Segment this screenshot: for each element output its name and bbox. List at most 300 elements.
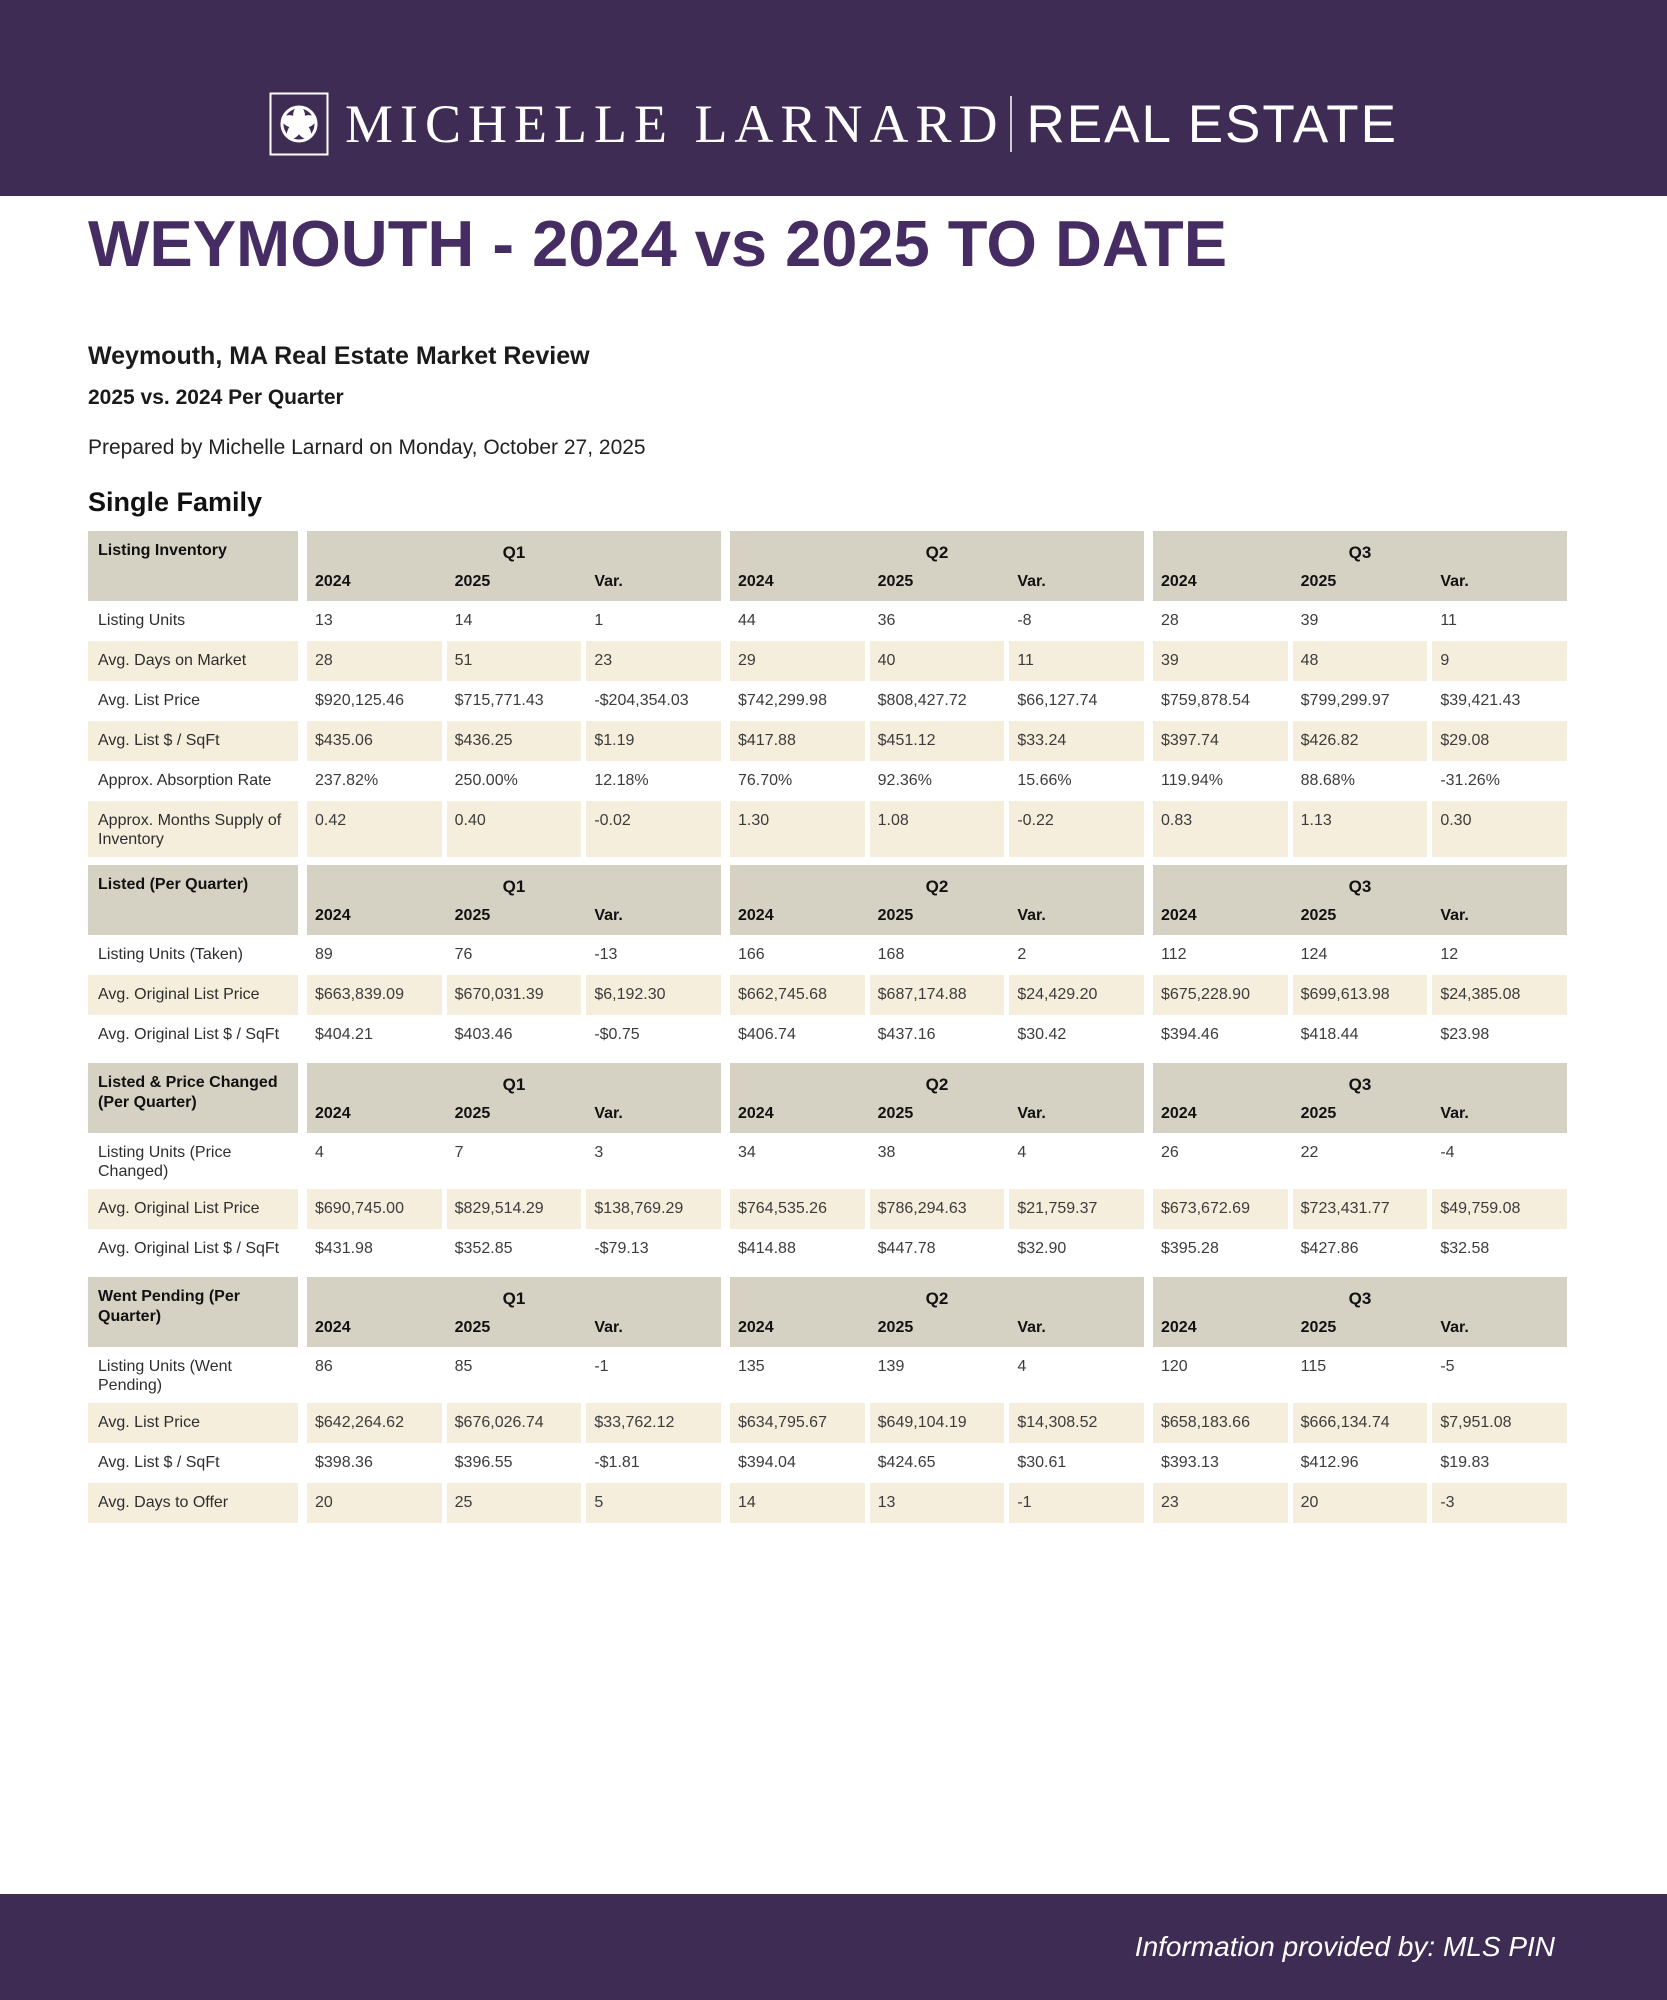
row-label: Avg. Original List $ / SqFt: [98, 1240, 280, 1257]
quarter-group: [307, 681, 721, 721]
cell-value: $404.21: [315, 1026, 373, 1043]
cell-value: $352.85: [454, 1240, 513, 1257]
footer-bar: [0, 1894, 1667, 2000]
quarter-group: [730, 761, 1144, 801]
cell-value: 23: [1153, 1483, 1288, 1523]
cell-value: 14: [730, 1483, 865, 1523]
quarter-group: [1153, 975, 1567, 1015]
brand-lockup: [0, 0, 1667, 156]
cell-value: $920,125.46: [315, 692, 404, 709]
table-row: [88, 801, 1579, 857]
cell-value: 139: [877, 1358, 905, 1375]
cell-value: 92.36%: [877, 772, 932, 789]
cell-value: $670,031.39: [447, 975, 582, 1015]
cell-value: $393.13: [1161, 1454, 1219, 1471]
quarter-group: [307, 641, 721, 681]
cell-value: -4: [1440, 1144, 1455, 1161]
quarter-group-header: [730, 531, 1144, 601]
cell-value: 86: [315, 1358, 333, 1375]
row-label: Listing Units (Went Pending): [98, 1358, 232, 1394]
table-row: [88, 1443, 1579, 1483]
cell-value: $396.55: [454, 1454, 513, 1471]
cell-value: 112: [1161, 946, 1187, 963]
quarter-group: [307, 801, 721, 857]
quarter-group: [307, 935, 721, 975]
cell-value: $24,429.20: [1009, 975, 1144, 1015]
quarter-group: [1153, 935, 1567, 975]
cell-value: 124: [1300, 946, 1328, 963]
year-header: 2024: [315, 573, 351, 590]
quarter-group: [307, 1483, 721, 1523]
cell-value: 0.40: [447, 801, 582, 857]
quarter-group: [307, 975, 721, 1015]
cell-value: 76.70%: [738, 772, 793, 789]
cell-value: $829,514.29: [447, 1189, 582, 1229]
cell-value: 11: [1009, 641, 1144, 681]
cell-value: $634,795.67: [730, 1403, 865, 1443]
cell-value: $699,613.98: [1293, 975, 1428, 1015]
cell-value: 0.30: [1432, 801, 1567, 857]
cell-value: $138,769.29: [586, 1189, 721, 1229]
cell-value: 135: [738, 1358, 765, 1375]
year-header: 2025: [877, 907, 914, 924]
year-header: 2025: [1300, 1319, 1337, 1336]
quarter-group: [1153, 721, 1567, 761]
cell-value: 89: [315, 946, 333, 963]
cell-value: $437.16: [877, 1026, 936, 1043]
quarter-group: [307, 601, 721, 641]
cell-value: -1: [594, 1358, 609, 1375]
table-header-row: [88, 865, 1579, 935]
cell-value: $808,427.72: [877, 692, 967, 709]
quarter-group-header: [730, 1063, 1144, 1133]
page-title: WEYMOUTH - 2024 vs 2025 TO DATE: [88, 207, 1228, 280]
table-header-row: [88, 531, 1579, 601]
table-row: [88, 1403, 1579, 1443]
cell-value: $658,183.66: [1153, 1403, 1288, 1443]
year-header: Var.: [1017, 1319, 1046, 1336]
row-label: Avg. Days to Offer: [88, 1483, 298, 1523]
year-header: 2024: [738, 1319, 774, 1336]
quarter-group: [1153, 681, 1567, 721]
quarter-group: [307, 721, 721, 761]
year-header: Var.: [1017, 1105, 1046, 1122]
quarter-header: Q3: [1348, 1289, 1372, 1308]
cell-value: $435.06: [307, 721, 442, 761]
cell-value: 40: [870, 641, 1005, 681]
year-header: Var.: [1440, 1105, 1469, 1122]
quarter-group: [730, 1347, 1144, 1403]
quarter-group: [730, 641, 1144, 681]
quarter-header: Q2: [925, 877, 949, 896]
cell-value: $33,762.12: [586, 1403, 721, 1443]
year-header: 2024: [738, 573, 774, 590]
row-label: Listing Units: [98, 612, 186, 629]
quarter-header: Q1: [502, 1075, 526, 1094]
cell-value: $447.78: [877, 1240, 936, 1257]
quarter-group-header: [307, 1063, 721, 1133]
cell-value: $30.61: [1017, 1454, 1067, 1471]
quarter-header: Q2: [925, 543, 949, 562]
year-header: 2024: [1161, 907, 1197, 924]
table-row: [88, 721, 1579, 761]
quarter-group: [730, 1443, 1144, 1483]
cell-value: 88.68%: [1300, 772, 1355, 789]
year-header: 2025: [1300, 907, 1337, 924]
cell-value: 44: [738, 612, 756, 629]
cell-value: 237.82%: [315, 772, 379, 789]
year-header: 2025: [454, 573, 491, 590]
cell-value: 39: [1300, 612, 1319, 629]
brand-suffix: REAL ESTATE: [1026, 94, 1398, 154]
quarter-header: Q3: [1348, 543, 1372, 562]
year-header: 2024: [315, 907, 351, 924]
cell-value: $398.36: [315, 1454, 373, 1471]
table-row: [88, 1229, 1579, 1269]
cell-value: 3: [594, 1144, 604, 1161]
cell-value: 34: [738, 1144, 756, 1161]
cell-value: 4: [315, 1144, 324, 1161]
cell-value: 1.30: [730, 801, 865, 857]
cell-value: $39,421.43: [1440, 692, 1521, 709]
cell-value: 1.13: [1293, 801, 1428, 857]
cell-value: $786,294.63: [870, 1189, 1005, 1229]
cell-value: 12: [1440, 946, 1459, 963]
cell-value: $397.74: [1153, 721, 1288, 761]
year-header: Var.: [1440, 573, 1469, 590]
cell-value: $662,745.68: [730, 975, 865, 1015]
year-header: Var.: [594, 573, 623, 590]
cell-value: -0.02: [586, 801, 721, 857]
cell-value: $742,299.98: [738, 692, 827, 709]
year-header: 2025: [877, 1105, 914, 1122]
cell-value: $23.98: [1440, 1026, 1490, 1043]
year-header: Var.: [594, 1105, 623, 1122]
cell-value: 15.66%: [1017, 772, 1072, 789]
quarter-group: [730, 1133, 1144, 1189]
year-header: 2025: [454, 907, 491, 924]
table-row: [88, 935, 1579, 975]
cell-value: -8: [1017, 612, 1032, 629]
table-row: [88, 1133, 1579, 1189]
quarter-group: [307, 761, 721, 801]
year-header: Var.: [1440, 1319, 1469, 1336]
quarter-group-header: [1153, 1277, 1567, 1347]
cell-value: $418.44: [1300, 1026, 1359, 1043]
quarter-group: [307, 1133, 721, 1189]
quarter-group: [1153, 1403, 1567, 1443]
per-quarter-subheading: 2025 vs. 2024 Per Quarter: [88, 386, 344, 409]
cell-value: $403.46: [454, 1026, 513, 1043]
cell-value: 26: [1161, 1144, 1179, 1161]
year-header: 2024: [1161, 1319, 1197, 1336]
table-went-pending-per-quarter: [88, 1277, 1579, 1523]
cell-value: $394.04: [738, 1454, 796, 1471]
cell-value: 1: [594, 612, 604, 629]
cell-value: -1: [1009, 1483, 1144, 1523]
quarter-group: [1153, 1015, 1567, 1055]
cell-value: $723,431.77: [1293, 1189, 1428, 1229]
row-label: Avg. Original List $ / SqFt: [98, 1026, 280, 1043]
cell-value: 168: [877, 946, 905, 963]
cell-value: 11: [1440, 612, 1457, 629]
cell-value: 166: [738, 946, 765, 963]
quarter-group-header: [730, 865, 1144, 935]
year-header: 2025: [454, 1105, 491, 1122]
cell-value: 14: [454, 612, 473, 629]
quarter-group: [730, 1015, 1144, 1055]
cell-value: 13: [315, 612, 333, 629]
cell-value: $7,951.08: [1432, 1403, 1567, 1443]
cell-value: 0.42: [307, 801, 442, 857]
row-label: Avg. List $ / SqFt: [98, 1454, 220, 1471]
cell-value: 85: [454, 1358, 473, 1375]
table-title: Listed & Price Changed (Per Quarter): [88, 1063, 298, 1133]
table-title: Went Pending (Per Quarter): [88, 1277, 298, 1347]
row-label: Approx. Months Supply of Inventory: [88, 801, 298, 857]
quarter-group: [1153, 1229, 1567, 1269]
cell-value: 29: [730, 641, 865, 681]
cell-value: $33.24: [1009, 721, 1144, 761]
table-listed-per-quarter: [88, 865, 1579, 1055]
quarter-group: [730, 975, 1144, 1015]
cell-value: 23: [586, 641, 721, 681]
cell-value: 4: [1017, 1358, 1027, 1375]
footer-attribution: Information provided by: MLS PIN: [1134, 1931, 1555, 1962]
year-header: Var.: [1017, 573, 1046, 590]
row-label: Avg. List $ / SqFt: [88, 721, 298, 761]
quarter-group: [307, 1347, 721, 1403]
cell-value: $642,264.62: [307, 1403, 442, 1443]
cell-value: $427.86: [1300, 1240, 1359, 1257]
quarter-group: [1153, 1443, 1567, 1483]
quarter-group: [307, 1443, 721, 1483]
cell-value: $29.08: [1432, 721, 1567, 761]
cell-value: 22: [1300, 1144, 1319, 1161]
cell-value: 7: [454, 1144, 464, 1161]
quarter-group-header: [307, 1277, 721, 1347]
year-header: Var.: [594, 907, 623, 924]
quarter-group: [1153, 1483, 1567, 1523]
quarter-group: [730, 1189, 1144, 1229]
quarter-group: [307, 1229, 721, 1269]
quarter-group: [1153, 761, 1567, 801]
cell-value: $406.74: [738, 1026, 796, 1043]
cell-value: -$0.75: [594, 1026, 640, 1043]
quarter-group: [730, 721, 1144, 761]
quarter-group: [1153, 601, 1567, 641]
cell-value: $32.58: [1440, 1240, 1490, 1257]
quarter-group: [730, 1483, 1144, 1523]
cell-value: 51: [447, 641, 582, 681]
cell-value: $24,385.08: [1432, 975, 1567, 1015]
cell-value: $666,134.74: [1293, 1403, 1428, 1443]
table-listed-price-changed-per-quarter: [88, 1063, 1579, 1269]
year-header: 2024: [315, 1105, 351, 1122]
row-label: Avg. List Price: [98, 692, 200, 709]
year-header: 2024: [1161, 573, 1197, 590]
quarter-group-header: [1153, 1063, 1567, 1133]
cell-value: -$1.81: [594, 1454, 640, 1471]
quarter-header: Q1: [502, 1289, 526, 1308]
cell-value: 1.08: [870, 801, 1005, 857]
flower-logo-icon: [269, 92, 329, 156]
cell-value: $663,839.09: [307, 975, 442, 1015]
cell-value: 28: [307, 641, 442, 681]
quarter-group: [307, 1189, 721, 1229]
table-listing-inventory: [88, 531, 1579, 857]
table-row: [88, 1483, 1579, 1523]
cell-value: $21,759.37: [1009, 1189, 1144, 1229]
cell-value: $799,299.97: [1300, 692, 1390, 709]
table-row: [88, 681, 1579, 721]
year-header: 2024: [315, 1319, 351, 1336]
quarter-group: [307, 1015, 721, 1055]
cell-value: -$79.13: [594, 1240, 649, 1257]
cell-value: 115: [1300, 1358, 1327, 1375]
cell-value: 250.00%: [454, 772, 518, 789]
brand-name: MICHELLE LARNARD: [345, 94, 1005, 154]
cell-value: 13: [870, 1483, 1005, 1523]
cell-value: 9: [1432, 641, 1567, 681]
cell-value: 5: [586, 1483, 721, 1523]
row-label: Avg. List Price: [88, 1403, 298, 1443]
year-header: 2025: [1300, 573, 1337, 590]
quarter-group: [1153, 641, 1567, 681]
cell-value: $49,759.08: [1432, 1189, 1567, 1229]
brand-header: [0, 0, 1667, 196]
cell-value: 2: [1017, 946, 1027, 963]
cell-value: $675,228.90: [1153, 975, 1288, 1015]
table-header-row: [88, 1063, 1579, 1133]
quarter-group: [730, 935, 1144, 975]
report-body: [0, 207, 1667, 1523]
cell-value: -31.26%: [1440, 772, 1500, 789]
table-title: Listed (Per Quarter): [88, 865, 298, 935]
cell-value: -5: [1440, 1358, 1455, 1375]
quarter-group: [730, 681, 1144, 721]
cell-value: $30.42: [1017, 1026, 1067, 1043]
year-header: Var.: [594, 1319, 623, 1336]
quarter-group: [307, 1403, 721, 1443]
cell-value: $32.90: [1017, 1240, 1067, 1257]
cell-value: $426.82: [1293, 721, 1428, 761]
quarter-group: [730, 601, 1144, 641]
cell-value: $6,192.30: [586, 975, 721, 1015]
cell-value: $417.88: [730, 721, 865, 761]
cell-value: $649,104.19: [870, 1403, 1005, 1443]
quarter-header: Q3: [1348, 877, 1372, 896]
quarter-header: Q1: [502, 543, 526, 562]
cell-value: $673,672.69: [1153, 1189, 1288, 1229]
row-label: Approx. Absorption Rate: [98, 772, 272, 789]
cell-value: 28: [1161, 612, 1179, 629]
cell-value: 0.83: [1153, 801, 1288, 857]
cell-value: $759,878.54: [1161, 692, 1250, 709]
table-row: [88, 601, 1579, 641]
quarter-group: [1153, 1347, 1567, 1403]
cell-value: $412.96: [1300, 1454, 1359, 1471]
quarter-group: [730, 801, 1144, 857]
cell-value: 38: [877, 1144, 896, 1161]
year-header: 2024: [738, 907, 774, 924]
year-header: 2024: [1161, 1105, 1197, 1122]
cell-value: 4: [1017, 1144, 1027, 1161]
quarter-header: Q1: [502, 877, 526, 896]
quarter-group-header: [1153, 531, 1567, 601]
cell-value: 76: [454, 946, 473, 963]
market-review-heading: Weymouth, MA Real Estate Market Review: [88, 342, 590, 370]
cell-value: $436.25: [447, 721, 582, 761]
row-label: Listing Units (Taken): [98, 946, 243, 963]
quarter-group: [1153, 801, 1567, 857]
quarter-header: Q2: [925, 1289, 949, 1308]
quarter-header: Q2: [925, 1075, 949, 1094]
cell-value: 120: [1161, 1358, 1188, 1375]
cell-value: $424.65: [877, 1454, 936, 1471]
cell-value: 12.18%: [594, 772, 649, 789]
section-heading-single-family: Single Family: [88, 487, 263, 517]
cell-value: 119.94%: [1161, 772, 1223, 789]
table-row: [88, 641, 1579, 681]
quarter-group: [1153, 1133, 1567, 1189]
cell-value: 39: [1153, 641, 1288, 681]
cell-value: $451.12: [870, 721, 1005, 761]
brand-divider: [1010, 96, 1012, 152]
cell-value: -$204,354.03: [594, 692, 689, 709]
quarter-group: [730, 1403, 1144, 1443]
quarter-header: Q3: [1348, 1075, 1372, 1094]
row-label: Avg. Original List Price: [88, 975, 298, 1015]
cell-value: $394.46: [1161, 1026, 1219, 1043]
table-row: [88, 1015, 1579, 1055]
cell-value: $715,771.43: [454, 692, 544, 709]
table-title: Listing Inventory: [88, 531, 298, 601]
quarter-group-header: [1153, 865, 1567, 935]
quarter-group-header: [307, 865, 721, 935]
cell-value: $414.88: [738, 1240, 796, 1257]
table-row: [88, 975, 1579, 1015]
cell-value: -3: [1432, 1483, 1567, 1523]
quarter-group: [730, 1229, 1144, 1269]
cell-value: -13: [594, 946, 618, 963]
cell-value: $395.28: [1161, 1240, 1219, 1257]
row-label: Avg. Days on Market: [88, 641, 298, 681]
cell-value: $1.19: [586, 721, 721, 761]
cell-value: $19.83: [1440, 1454, 1490, 1471]
cell-value: 25: [447, 1483, 582, 1523]
year-header: Var.: [1440, 907, 1469, 924]
quarter-group-header: [307, 531, 721, 601]
cell-value: $66,127.74: [1017, 692, 1098, 709]
table-header-row: [88, 1277, 1579, 1347]
cell-value: $14,308.52: [1009, 1403, 1144, 1443]
year-header: 2024: [738, 1105, 774, 1122]
table-row: [88, 761, 1579, 801]
prepared-by-line: Prepared by Michelle Larnard on Monday, October 27, 2025: [88, 436, 646, 459]
year-header: 2025: [454, 1319, 491, 1336]
quarter-group: [1153, 1189, 1567, 1229]
row-label: Avg. Original List Price: [88, 1189, 298, 1229]
cell-value: 36: [877, 612, 896, 629]
year-header: 2025: [877, 1319, 914, 1336]
cell-value: 20: [307, 1483, 442, 1523]
cell-value: $690,745.00: [307, 1189, 442, 1229]
cell-value: 48: [1293, 641, 1428, 681]
cell-value: 20: [1293, 1483, 1428, 1523]
year-header: 2025: [1300, 1105, 1337, 1122]
tables-container: [88, 531, 1579, 1523]
